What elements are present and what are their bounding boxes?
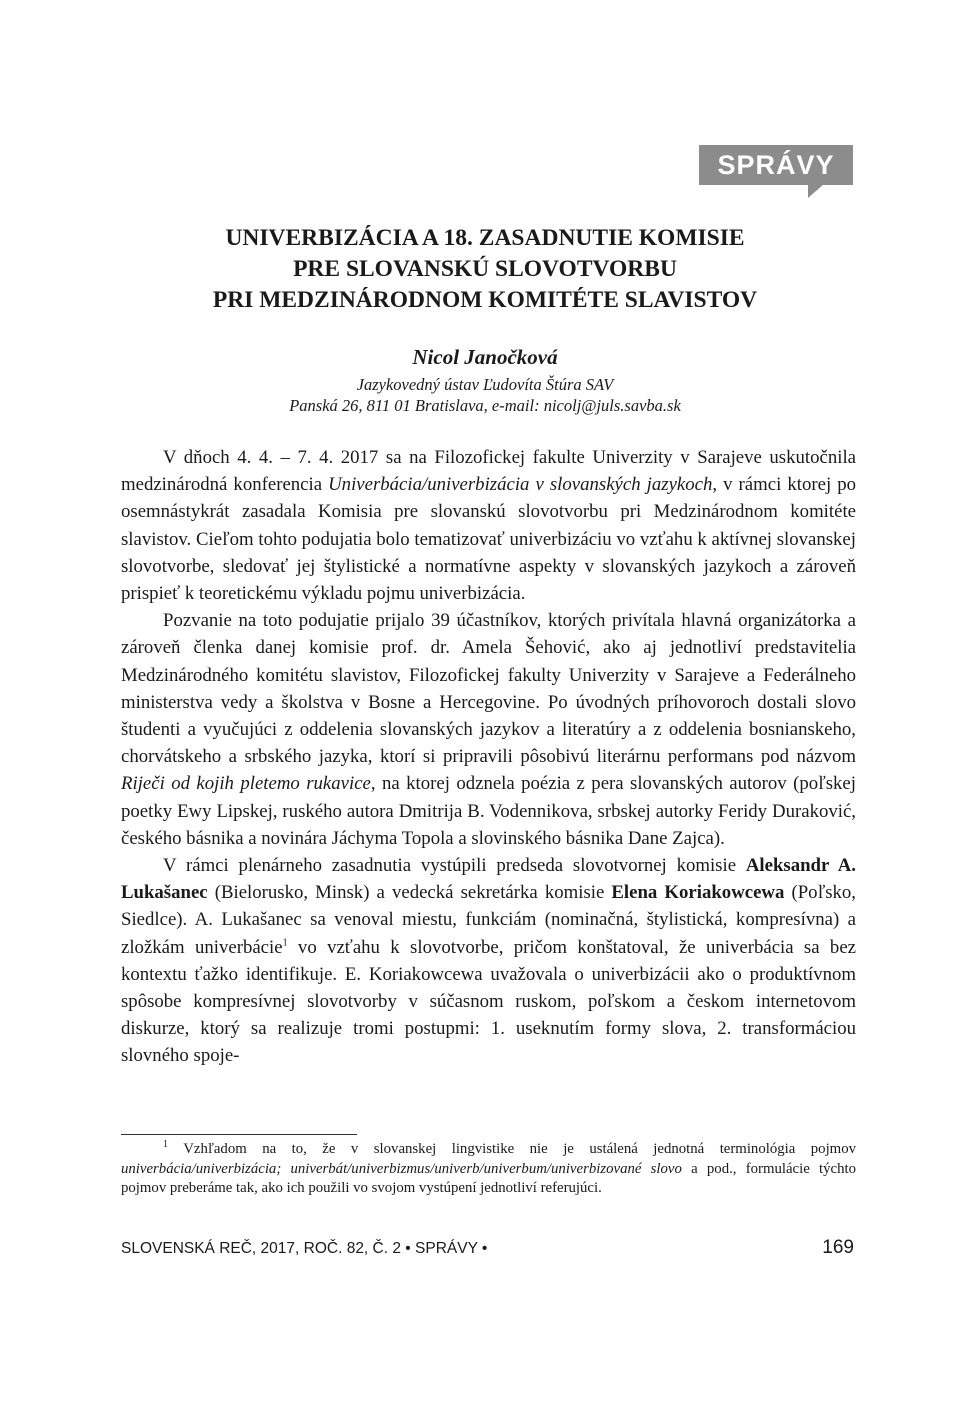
paragraph: [121, 607, 856, 852]
text-run: , v rámci ktorej po osemnástykrát zasadala Komisia pre slovanskú slovotvorbu pri Medzinárodnom komitéte slavistov. Cieľom tohto podujatia bolo tematizovať univerbizáciu vo vzťahu k aktívnej slovanskej slovotvorbe, sledovať jej štylistické a normatívne aspekty v slovanských jazykoch a zároveň prispieť k teoretickému výkladu pojmu univerbizácia.: [121, 474, 856, 605]
text-run: V rámci plenárneho zasadnutia vystúpili predseda slovotvornej komisie: [163, 855, 746, 877]
italic-text: Univerbácia/univerbizácia v slovanských jazykoch: [328, 474, 713, 496]
running-footer: SLOVENSKÁ REČ, 2017, ROČ. 82, Č. 2 • SPRÁVY •: [121, 1240, 488, 1257]
text-run: Vzhľadom na to, že v slovanskej lingvistike nie je ustálená jednotná terminológia pojmov: [168, 1141, 856, 1157]
text-run: (Poľsko, Siedlce). A. Lukašanec sa venoval miestu, funkciám (nominačná, štylistická, kompresívna) a zložkám univerbácie: [121, 882, 856, 958]
text-run: vo vzťahu k slovotvorbe, pričom konštatoval, že univerbácia sa bez kontextu ťažko identifikuje. E. Koriakowcewa uvažovala o univerbizácii ako o produktívnom spôsobe kompresívnej slovotvorby v súčasnom ruskom, poľskom a českom internetovom diskurze, ktorý sa realizuje tromi postupmi: 1. useknutím formy slova, 2. transformáciou slovného spoje-: [121, 936, 856, 1067]
section-badge-label: SPRÁVY: [717, 149, 835, 180]
author-name: Nicol Janočková: [412, 345, 558, 369]
section-badge: [699, 145, 853, 185]
title-line: PRE SLOVANSKÚ SLOVOTVORBU: [293, 256, 677, 282]
footnote: [121, 1140, 856, 1199]
paragraph: [121, 444, 856, 607]
author-institution: Jazykovedný ústav Ľudovíta Štúra SAV: [356, 375, 614, 394]
title-line: UNIVERBIZÁCIA A 18. ZASADNUTIE KOMISIE: [225, 225, 745, 251]
article-title: [110, 223, 860, 316]
bold-name: Elena Koriakowcewa: [611, 882, 785, 904]
italic-text: Riječi od kojih pletemo rukavice: [121, 773, 371, 795]
italic-text: univerbácia/univerbizácia; univerbát/univerbizmus/univerb/univerbum/univerbizované slovo: [121, 1160, 682, 1177]
text-run: Pozvanie na toto podujatie prijalo 39 účastníkov, ktorých privítala hlavná organizátorka a zároveň členka danej komisie prof. dr. Amela Šehović, ako aj jednotliví predstavitelia Medzinárodného komitétu slavistov, Filozofickej fakulty Univerzity v Sarajeve a Federálneho ministerstva vedy a školstva v Bosne a Hercegovine. Po úvodných príhovoroch dostali slovo študenti a vyučujúci z oddelenia slovanských jazykov a literatúry a z oddelenia bosnianskeho, chorvátskeho a srbského jazyka, ktorí si pripravili pôsobivú literárnu performans pod názvom: [121, 610, 856, 768]
text-run: (Bielorusko, Minsk) a vedecká sekretárka komisie: [207, 882, 612, 904]
paragraph: [121, 852, 856, 1070]
footnote-divider: [121, 1134, 357, 1135]
section-badge-tail: [808, 184, 824, 198]
title-line: PRI MEDZINÁRODNOM KOMITÉTE SLAVISTOV: [212, 287, 758, 313]
text-run: a pod., formulácie týchto pojmov preberáme tak, ako ich použili vo svojom vystúpení jednotliví referujúci.: [121, 1160, 857, 1196]
article-body: [121, 444, 856, 1070]
page-number: 169: [822, 1237, 854, 1258]
bold-name: Aleksandr A. Lukašanec: [121, 855, 856, 904]
text-run: V dňoch 4. 4. – 7. 4. 2017 sa na Filozofickej fakulte Univerzity v Sarajeve uskutočnila medzinárodná konferencia: [121, 447, 856, 496]
footnote-number: 1: [163, 1139, 168, 1151]
footnote-ref: 1: [282, 937, 288, 949]
text-run: , na ktorej odznela poézia z pera slovanských autorov (poľskej poetky Ewy Lipskej, ruského autora Dmitrija B. Vodennikova, srbskej autorky Feridy Duraković, českého básnika a novinára Jáchyma Topola a slovinského básnika Dane Zajca).: [121, 773, 856, 849]
author-address: Panská 26, 811 01 Bratislava, e-mail: nicolj@juls.savba.sk: [289, 396, 681, 415]
